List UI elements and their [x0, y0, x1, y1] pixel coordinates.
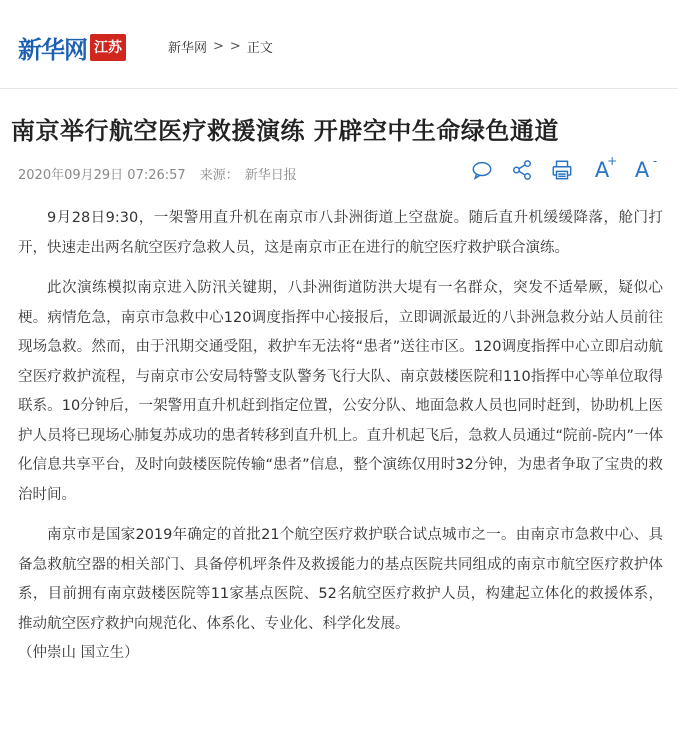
site-header [0, 0, 678, 89]
breadcrumb-current: 正文 [246, 41, 273, 56]
article-paragraph: 9月28日9:30，一架警用直升机在南京市八卦洲街道上空盘旋。随后直升机缓缓降落，舱门打开，快速走出两名航空医疗急救人员，这是南京市正在进行的航空医疗救护联合演练。 [18, 210, 663, 256]
source-name: 新华日报 [244, 168, 297, 183]
article-source [200, 164, 297, 183]
article-byline: （仲崇山 国立生） [18, 645, 139, 661]
breadcrumb-home-link[interactable]: 新华网 [168, 41, 208, 56]
breadcrumb-separator: > [229, 39, 241, 54]
article-toolbar [470, 154, 658, 182]
font-increase-letter: A [594, 158, 610, 182]
font-decrease-mark: - [652, 154, 658, 168]
article-paragraph: 此次演练模拟南京进入防汛关键期，八卦洲街道防洪大堤有一名群众，突发不适晕厥，疑似心梗。病情危急，南京市急救中心120调度指挥中心接报后，立即调派最近的八卦洲急救分站人员前往现场急救。然而，由于汛期交通受阻，救护车无法将“患者”送往市区。120调度指挥中心立即启动航空医疗救护流程，与南京市公安局特警支队警务飞行大队、南京鼓楼医院和110指挥中心等单位取得联系。10分钟后，一架警用直升机赶到指定位置，公安分队、地面急救人员也同时赶到，协助机上医护人员将已现场心肺复苏成功的患者转移到直升机上。直升机起飞后，急救人员通过“院前-院内”一体化信息共享平台，及时向鼓楼医院传输“患者”信息，整个演练仅用时32分钟，为患者争取了宝贵的救治时间。 [18, 280, 663, 503]
share-icon [511, 159, 533, 181]
print-icon [551, 159, 573, 181]
publish-datetime: 2020年09月29日 07:26:57 [18, 168, 186, 183]
font-increase-button[interactable] [590, 154, 618, 182]
font-decrease-icon [634, 154, 658, 182]
share-button[interactable] [510, 158, 534, 182]
page-title: 南京举行航空医疗救援演练 开辟空中生命绿色通道 [11, 117, 559, 145]
logo-main-text: 新华网 [18, 34, 87, 64]
article-meta [18, 164, 297, 183]
font-decrease-button[interactable] [630, 154, 658, 182]
article-paragraph: 南京市是国家2019年确定的首批21个航空医疗救护联合试点城市之一。由南京市急救中心、具备急救航空器的相关部门、具备停机坪条件及救援能力的基点医院共同组成的南京市航空医疗救护体系，目前拥有南京鼓楼医院等11家基点医院、52名航空医疗救护人员，构建起立体化的救援体系，推动航空医疗救护向规范化、体系化、专业化、科学化发展。 [18, 527, 663, 632]
breadcrumb [168, 37, 273, 56]
site-logo[interactable] [18, 30, 126, 64]
logo-region-badge: 江苏 [90, 34, 126, 61]
font-increase-mark: + [607, 154, 618, 168]
font-increase-icon [594, 154, 618, 182]
comment-icon [471, 159, 493, 181]
print-button[interactable] [550, 158, 574, 182]
font-decrease-letter: A [634, 158, 650, 182]
comment-button[interactable] [470, 158, 494, 182]
breadcrumb-separator: > [213, 39, 224, 54]
article-body [18, 204, 663, 669]
source-label: 来源： [199, 168, 239, 183]
